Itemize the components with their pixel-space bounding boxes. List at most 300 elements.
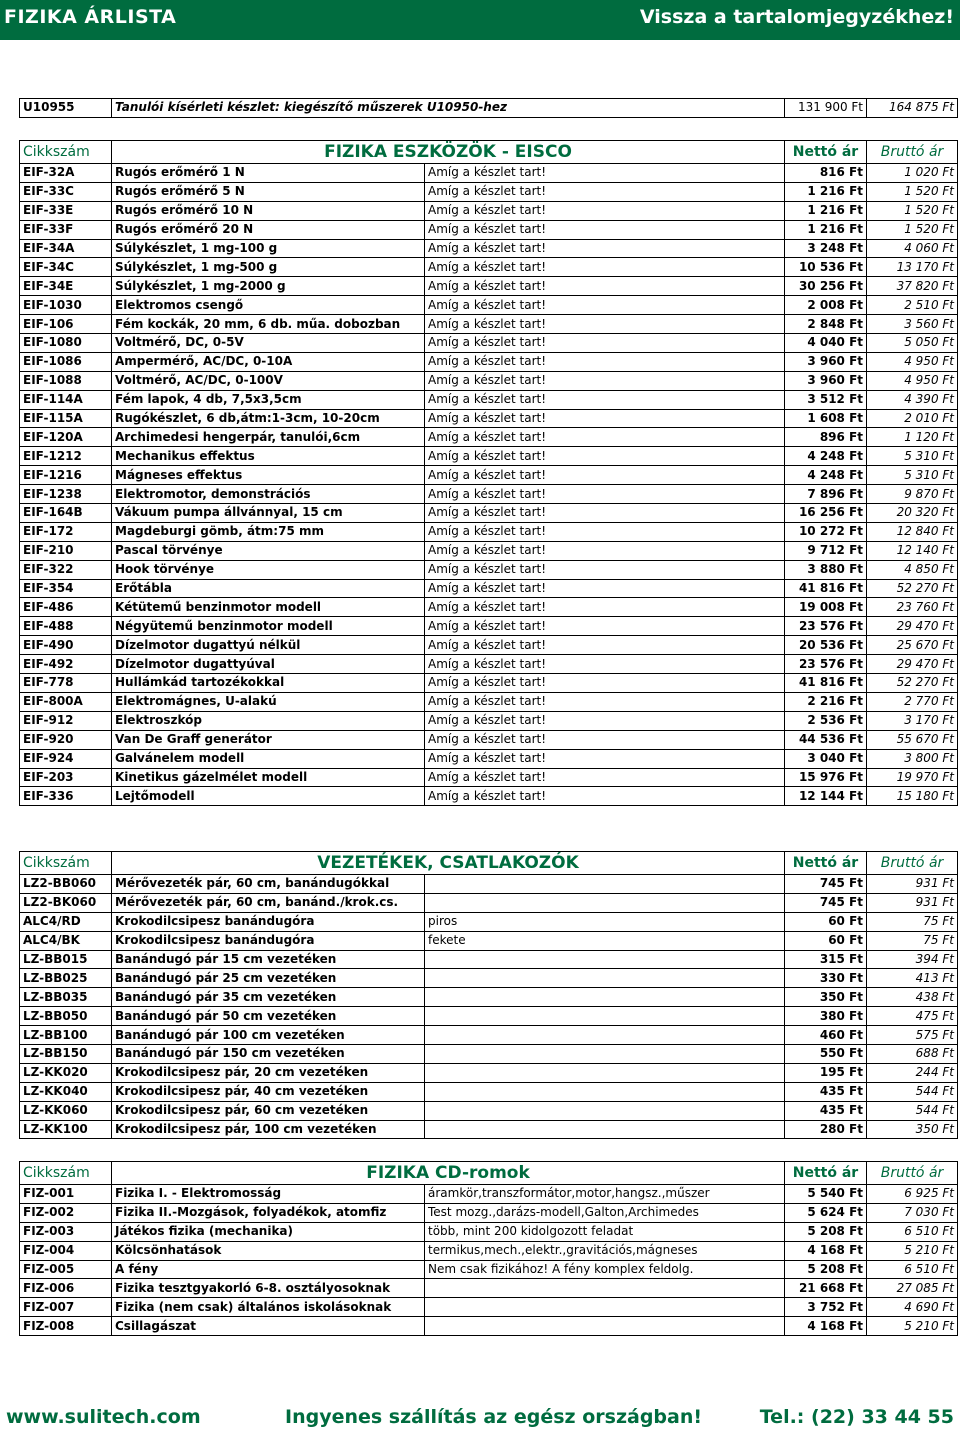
item-gross-price: 2 510 Ft xyxy=(867,296,958,315)
table-row xyxy=(20,164,958,183)
section-header-row xyxy=(20,1162,958,1185)
item-note: Amíg a készlet tart! xyxy=(425,334,785,353)
item-gross-price: 19 970 Ft xyxy=(867,768,958,787)
item-name: Elektromágnes, U-alakú xyxy=(112,692,425,711)
table-row xyxy=(20,1082,958,1101)
item-name: Kölcsönhatások xyxy=(112,1241,425,1260)
table-row xyxy=(20,1203,958,1222)
item-gross-price: 544 Ft xyxy=(867,1082,958,1101)
item-gross-price: 6 510 Ft xyxy=(867,1222,958,1241)
item-gross-price: 5 210 Ft xyxy=(867,1317,958,1336)
table-row xyxy=(20,504,958,523)
item-name: A fény xyxy=(112,1260,425,1279)
item-gross-price: 475 Ft xyxy=(867,1007,958,1026)
item-net-price: 350 Ft xyxy=(785,988,867,1007)
item-gross-price: 5 210 Ft xyxy=(867,1241,958,1260)
item-code: EIF-33F xyxy=(20,220,112,239)
item-gross-price: 4 060 Ft xyxy=(867,239,958,258)
item-gross-price: 4 850 Ft xyxy=(867,560,958,579)
column-header-net-price: Nettó ár xyxy=(785,1162,867,1185)
item-gross-price: 55 670 Ft xyxy=(867,730,958,749)
item-name: Banándugó pár 50 cm vezetéken xyxy=(112,1007,425,1026)
item-name: Magdeburgi gömb, átm:75 mm xyxy=(112,522,425,541)
item-net-price: 60 Ft xyxy=(785,931,867,950)
item-gross-price: 394 Ft xyxy=(867,950,958,969)
item-gross-price: 688 Ft xyxy=(867,1045,958,1064)
item-note: Amíg a készlet tart! xyxy=(425,164,785,183)
back-to-contents-link[interactable]: Vissza a tartalomjegyzékhez! xyxy=(639,6,954,28)
item-name: Kétütemű benzinmotor modell xyxy=(112,598,425,617)
item-code: LZ-BB025 xyxy=(20,969,112,988)
item-note: Amíg a készlet tart! xyxy=(425,390,785,409)
table-row xyxy=(20,768,958,787)
item-gross-price: 6 510 Ft xyxy=(867,1260,958,1279)
footer xyxy=(0,1402,960,1436)
item-code: EIF-488 xyxy=(20,617,112,636)
item-net-price: 20 536 Ft xyxy=(785,636,867,655)
item-name: Lejtőmodell xyxy=(112,787,425,806)
table-row xyxy=(20,315,958,334)
item-net-price: 5 208 Ft xyxy=(785,1260,867,1279)
item-note: Amíg a készlet tart! xyxy=(425,447,785,466)
item-net-price: 280 Ft xyxy=(785,1120,867,1139)
item-name: Krokodilcsipesz pár, 60 cm vezetéken xyxy=(112,1101,425,1120)
item-note: Amíg a készlet tart! xyxy=(425,598,785,617)
item-code: EIF-490 xyxy=(20,636,112,655)
item-gross-price: 37 820 Ft xyxy=(867,277,958,296)
table-row xyxy=(20,598,958,617)
item-code: LZ-BB150 xyxy=(20,1045,112,1064)
item-note: Amíg a készlet tart! xyxy=(425,466,785,485)
item-gross-price: 3 560 Ft xyxy=(867,315,958,334)
item-code: EIF-172 xyxy=(20,522,112,541)
table-row xyxy=(20,541,958,560)
item-net-price: 30 256 Ft xyxy=(785,277,867,296)
section-header-row xyxy=(20,141,958,164)
item-note: Amíg a készlet tart! xyxy=(425,749,785,768)
item-net-price: 131 900 Ft xyxy=(785,99,867,118)
item-note: Amíg a készlet tart! xyxy=(425,315,785,334)
item-net-price: 4 248 Ft xyxy=(785,466,867,485)
item-net-price: 15 976 Ft xyxy=(785,768,867,787)
item-note: Amíg a készlet tart! xyxy=(425,655,785,674)
table-row xyxy=(20,1185,958,1204)
item-name: Erőtábla xyxy=(112,579,425,598)
item-code: EIF-34C xyxy=(20,258,112,277)
item-code: EIF-164B xyxy=(20,504,112,523)
footer-website-link[interactable]: www.sulitech.com xyxy=(6,1406,201,1428)
item-code: EIF-115A xyxy=(20,409,112,428)
item-gross-price: 1 120 Ft xyxy=(867,428,958,447)
item-net-price: 10 272 Ft xyxy=(785,522,867,541)
item-note xyxy=(425,893,785,912)
item-gross-price: 1 520 Ft xyxy=(867,201,958,220)
item-net-price: 3 040 Ft xyxy=(785,749,867,768)
table-row xyxy=(20,1101,958,1120)
table-row xyxy=(20,912,958,931)
item-net-price: 435 Ft xyxy=(785,1101,867,1120)
item-note: Amíg a készlet tart! xyxy=(425,485,785,504)
item-gross-price: 4 950 Ft xyxy=(867,371,958,390)
item-gross-price: 23 760 Ft xyxy=(867,598,958,617)
item-code: LZ2-BB060 xyxy=(20,875,112,894)
item-net-price: 896 Ft xyxy=(785,428,867,447)
item-note: piros xyxy=(425,912,785,931)
item-name: Csillagászat xyxy=(112,1317,425,1336)
item-net-price: 5 624 Ft xyxy=(785,1203,867,1222)
item-code: EIF-322 xyxy=(20,560,112,579)
item-name: Krokodilcsipesz pár, 20 cm vezetéken xyxy=(112,1063,425,1082)
item-code: LZ-BB050 xyxy=(20,1007,112,1026)
item-note: Amíg a készlet tart! xyxy=(425,371,785,390)
item-net-price: 19 008 Ft xyxy=(785,598,867,617)
item-name: Banándugó pár 25 cm vezetéken xyxy=(112,969,425,988)
table-row xyxy=(20,201,958,220)
table-row xyxy=(20,1045,958,1064)
table-row xyxy=(20,1279,958,1298)
item-name: Fizika tesztgyakorló 6-8. osztályosoknak xyxy=(112,1279,425,1298)
item-gross-price: 164 875 Ft xyxy=(867,99,958,118)
item-note: Amíg a készlet tart! xyxy=(425,296,785,315)
item-code: LZ-KK040 xyxy=(20,1082,112,1101)
item-gross-price: 350 Ft xyxy=(867,1120,958,1139)
item-code: EIF-114A xyxy=(20,390,112,409)
section-table-eisco xyxy=(19,140,958,806)
item-name: Mechanikus effektus xyxy=(112,447,425,466)
item-code: EIF-203 xyxy=(20,768,112,787)
section-title: FIZIKA CD-romok xyxy=(112,1162,785,1185)
item-gross-price: 25 670 Ft xyxy=(867,636,958,655)
item-net-price: 745 Ft xyxy=(785,875,867,894)
item-name: Játékos fizika (mechanika) xyxy=(112,1222,425,1241)
page-title: FIZIKA ÁRLISTA xyxy=(4,6,177,28)
item-gross-price: 9 870 Ft xyxy=(867,485,958,504)
item-code: FIZ-004 xyxy=(20,1241,112,1260)
table-row xyxy=(20,560,958,579)
item-code: EIF-33E xyxy=(20,201,112,220)
item-name: Archimedesi hengerpár, tanulói,6cm xyxy=(112,428,425,447)
item-gross-price: 4 690 Ft xyxy=(867,1298,958,1317)
item-gross-price: 5 310 Ft xyxy=(867,466,958,485)
item-code: LZ-KK100 xyxy=(20,1120,112,1139)
item-code: EIF-106 xyxy=(20,315,112,334)
item-gross-price: 3 170 Ft xyxy=(867,711,958,730)
item-note: Amíg a készlet tart! xyxy=(425,201,785,220)
table-row xyxy=(20,674,958,693)
item-gross-price: 4 390 Ft xyxy=(867,390,958,409)
table-row xyxy=(20,730,958,749)
item-name: Súlykészlet, 1 mg-500 g xyxy=(112,258,425,277)
table-row xyxy=(20,371,958,390)
item-note: Amíg a készlet tart! xyxy=(425,409,785,428)
item-gross-price: 544 Ft xyxy=(867,1101,958,1120)
item-net-price: 195 Ft xyxy=(785,1063,867,1082)
item-gross-price: 5 310 Ft xyxy=(867,447,958,466)
item-net-price: 5 208 Ft xyxy=(785,1222,867,1241)
item-note: Amíg a készlet tart! xyxy=(425,692,785,711)
item-gross-price: 413 Ft xyxy=(867,969,958,988)
item-net-price: 10 536 Ft xyxy=(785,258,867,277)
table-row xyxy=(20,409,958,428)
item-gross-price: 13 170 Ft xyxy=(867,258,958,277)
item-gross-price: 15 180 Ft xyxy=(867,787,958,806)
item-gross-price: 244 Ft xyxy=(867,1063,958,1082)
item-code: EIF-492 xyxy=(20,655,112,674)
table-row xyxy=(20,1063,958,1082)
item-gross-price: 52 270 Ft xyxy=(867,579,958,598)
item-name: Fém lapok, 4 db, 7,5x3,5cm xyxy=(112,390,425,409)
item-code: FIZ-002 xyxy=(20,1203,112,1222)
item-code: LZ-BB100 xyxy=(20,1026,112,1045)
table-row xyxy=(20,428,958,447)
item-net-price: 23 576 Ft xyxy=(785,655,867,674)
item-name: Fizika I. - Elektromosság xyxy=(112,1185,425,1204)
item-note: Amíg a készlet tart! xyxy=(425,258,785,277)
item-net-price: 330 Ft xyxy=(785,969,867,988)
item-note xyxy=(425,1026,785,1045)
item-note xyxy=(425,1063,785,1082)
item-name: Mérővezeték pár, 60 cm, banánd./krok.cs. xyxy=(112,893,425,912)
item-net-price: 3 880 Ft xyxy=(785,560,867,579)
item-code: LZ-KK020 xyxy=(20,1063,112,1082)
item-code: FIZ-003 xyxy=(20,1222,112,1241)
item-name: Négyütemű benzinmotor modell xyxy=(112,617,425,636)
item-net-price: 3 512 Ft xyxy=(785,390,867,409)
item-code: EIF-1086 xyxy=(20,352,112,371)
item-note: Amíg a készlet tart! xyxy=(425,617,785,636)
item-gross-price: 12 140 Ft xyxy=(867,541,958,560)
item-name: Hook törvénye xyxy=(112,560,425,579)
table-row xyxy=(20,1120,958,1139)
item-gross-price: 4 950 Ft xyxy=(867,352,958,371)
item-note xyxy=(425,1082,785,1101)
item-code: EIF-924 xyxy=(20,749,112,768)
item-note: Amíg a készlet tart! xyxy=(425,541,785,560)
item-name: Krokodilcsipesz banándugóra xyxy=(112,912,425,931)
item-name: Hullámkád tartozékokkal xyxy=(112,674,425,693)
item-net-price: 2 008 Ft xyxy=(785,296,867,315)
item-note: Amíg a készlet tart! xyxy=(425,674,785,693)
item-net-price: 44 536 Ft xyxy=(785,730,867,749)
top-bar xyxy=(0,0,960,40)
item-gross-price: 5 050 Ft xyxy=(867,334,958,353)
item-name: Elektroszkóp xyxy=(112,711,425,730)
item-note xyxy=(425,969,785,988)
item-net-price: 380 Ft xyxy=(785,1007,867,1026)
item-name: Fizika II.-Mozgások, folyadékok, atomfiz xyxy=(112,1203,425,1222)
item-gross-price: 575 Ft xyxy=(867,1026,958,1045)
item-name: Kinetikus gázelmélet modell xyxy=(112,768,425,787)
table-row xyxy=(20,447,958,466)
item-net-price: 4 168 Ft xyxy=(785,1317,867,1336)
item-net-price: 3 248 Ft xyxy=(785,239,867,258)
section-table-cdrom xyxy=(19,1161,958,1336)
item-code: EIF-1080 xyxy=(20,334,112,353)
table-row xyxy=(20,1260,958,1279)
item-name: Banándugó pár 150 cm vezetéken xyxy=(112,1045,425,1064)
item-code: EIF-32A xyxy=(20,164,112,183)
item-net-price: 41 816 Ft xyxy=(785,674,867,693)
item-note: Amíg a készlet tart! xyxy=(425,522,785,541)
item-note: fekete xyxy=(425,931,785,950)
item-net-price: 7 896 Ft xyxy=(785,485,867,504)
item-note: Amíg a készlet tart! xyxy=(425,711,785,730)
item-net-price: 1 216 Ft xyxy=(785,182,867,201)
table-row xyxy=(20,277,958,296)
item-code: EIF-912 xyxy=(20,711,112,730)
item-net-price: 5 540 Ft xyxy=(785,1185,867,1204)
item-code: LZ-BB015 xyxy=(20,950,112,969)
item-code: EIF-1216 xyxy=(20,466,112,485)
item-code: EIF-210 xyxy=(20,541,112,560)
item-note: Amíg a készlet tart! xyxy=(425,504,785,523)
item-net-price: 1 216 Ft xyxy=(785,220,867,239)
item-gross-price: 2 770 Ft xyxy=(867,692,958,711)
item-note: Amíg a készlet tart! xyxy=(425,768,785,787)
table-row xyxy=(20,390,958,409)
item-net-price: 4 168 Ft xyxy=(785,1241,867,1260)
table-row xyxy=(20,1026,958,1045)
item-note xyxy=(425,875,785,894)
item-net-price: 9 712 Ft xyxy=(785,541,867,560)
item-name: Voltmérő, AC/DC, 0-100V xyxy=(112,371,425,390)
item-note xyxy=(425,1298,785,1317)
item-gross-price: 6 925 Ft xyxy=(867,1185,958,1204)
section-title: FIZIKA ESZKÖZÖK - EISCO xyxy=(112,141,785,164)
table-row xyxy=(20,1298,958,1317)
top-item-table xyxy=(19,98,958,118)
item-net-price: 2 216 Ft xyxy=(785,692,867,711)
item-name: Elektromos csengő xyxy=(112,296,425,315)
table-row xyxy=(20,617,958,636)
item-name: Dízelmotor dugattyú nélkül xyxy=(112,636,425,655)
item-note: Nem csak fizikához! A fény komplex feldolg. xyxy=(425,1260,785,1279)
item-name: Banándugó pár 15 cm vezetéken xyxy=(112,950,425,969)
item-code: EIF-1238 xyxy=(20,485,112,504)
item-gross-price: 52 270 Ft xyxy=(867,674,958,693)
item-name: Dízelmotor dugattyúval xyxy=(112,655,425,674)
item-gross-price: 75 Ft xyxy=(867,931,958,950)
item-note: áramkör,transzformátor,motor,hangsz.,műszer xyxy=(425,1185,785,1204)
item-net-price: 550 Ft xyxy=(785,1045,867,1064)
item-name: Fém kockák, 20 mm, 6 db. műa. dobozban xyxy=(112,315,425,334)
item-note: Test mozg.,darázs-modell,Galton,Archimedes xyxy=(425,1203,785,1222)
item-note: Amíg a készlet tart! xyxy=(425,787,785,806)
item-net-price: 745 Ft xyxy=(785,893,867,912)
table-row xyxy=(20,1317,958,1336)
item-code: EIF-354 xyxy=(20,579,112,598)
item-code: EIF-1212 xyxy=(20,447,112,466)
item-note: Amíg a készlet tart! xyxy=(425,730,785,749)
item-note xyxy=(425,1007,785,1026)
item-net-price: 315 Ft xyxy=(785,950,867,969)
item-gross-price: 1 520 Ft xyxy=(867,220,958,239)
item-note xyxy=(425,1317,785,1336)
item-note: Amíg a készlet tart! xyxy=(425,636,785,655)
item-name: Pascal törvénye xyxy=(112,541,425,560)
item-net-price: 435 Ft xyxy=(785,1082,867,1101)
item-note xyxy=(425,1045,785,1064)
item-code: ALC4/RD xyxy=(20,912,112,931)
item-net-price: 2 536 Ft xyxy=(785,711,867,730)
item-code: EIF-34E xyxy=(20,277,112,296)
item-code: ALC4/BK xyxy=(20,931,112,950)
item-name: Rugós erőmérő 5 N xyxy=(112,182,425,201)
section-title: VEZETÉKEK, CSATLAKOZÓK xyxy=(112,852,785,875)
table-row xyxy=(20,239,958,258)
table-row xyxy=(20,485,958,504)
item-code: FIZ-006 xyxy=(20,1279,112,1298)
item-code: EIF-33C xyxy=(20,182,112,201)
item-note: több, mint 200 kidolgozott feladat xyxy=(425,1222,785,1241)
item-code: FIZ-005 xyxy=(20,1260,112,1279)
item-net-price: 4 248 Ft xyxy=(785,447,867,466)
item-code: U10955 xyxy=(20,99,112,118)
item-gross-price: 1 020 Ft xyxy=(867,164,958,183)
table-row xyxy=(20,969,958,988)
table-row xyxy=(20,875,958,894)
table-row xyxy=(20,182,958,201)
table-row xyxy=(20,296,958,315)
item-net-price: 1 608 Ft xyxy=(785,409,867,428)
item-net-price: 3 960 Ft xyxy=(785,371,867,390)
item-name: Mágneses effektus xyxy=(112,466,425,485)
item-note: Amíg a készlet tart! xyxy=(425,352,785,371)
table-row xyxy=(20,655,958,674)
table-row xyxy=(20,1007,958,1026)
table-row xyxy=(20,711,958,730)
item-note xyxy=(425,950,785,969)
item-net-price: 12 144 Ft xyxy=(785,787,867,806)
item-gross-price: 931 Ft xyxy=(867,893,958,912)
item-note xyxy=(425,988,785,1007)
item-note: termikus,mech.,elektr.,gravitációs,mágneses xyxy=(425,1241,785,1260)
item-code: EIF-1030 xyxy=(20,296,112,315)
item-gross-price: 438 Ft xyxy=(867,988,958,1007)
item-code: LZ2-BK060 xyxy=(20,893,112,912)
column-header-gross-price: Bruttó ár xyxy=(867,1162,958,1185)
table-row xyxy=(20,99,958,118)
item-code: EIF-800A xyxy=(20,692,112,711)
item-name: Rugós erőmérő 10 N xyxy=(112,201,425,220)
footer-shipping-note: Ingyenes szállítás az egész országban! xyxy=(285,1406,703,1428)
item-gross-price: 29 470 Ft xyxy=(867,655,958,674)
item-note: Amíg a készlet tart! xyxy=(425,220,785,239)
table-row xyxy=(20,950,958,969)
item-name: Ampermérő, AC/DC, 0-10A xyxy=(112,352,425,371)
item-name: Krokodilcsipesz pár, 100 cm vezetéken xyxy=(112,1120,425,1139)
item-code: LZ-BB035 xyxy=(20,988,112,1007)
item-gross-price: 931 Ft xyxy=(867,875,958,894)
item-name: Banándugó pár 100 cm vezetéken xyxy=(112,1026,425,1045)
item-name: Galvánelem modell xyxy=(112,749,425,768)
table-row xyxy=(20,636,958,655)
item-gross-price: 7 030 Ft xyxy=(867,1203,958,1222)
item-gross-price: 27 085 Ft xyxy=(867,1279,958,1298)
item-name: Krokodilcsipesz banándugóra xyxy=(112,931,425,950)
item-name: Rugós erőmérő 20 N xyxy=(112,220,425,239)
item-net-price: 23 576 Ft xyxy=(785,617,867,636)
item-net-price: 816 Ft xyxy=(785,164,867,183)
table-row xyxy=(20,1241,958,1260)
column-header-code: Cikkszám xyxy=(20,852,112,875)
item-name: Elektromotor, demonstrációs xyxy=(112,485,425,504)
item-name: Voltmérő, DC, 0-5V xyxy=(112,334,425,353)
item-net-price: 460 Ft xyxy=(785,1026,867,1045)
table-row xyxy=(20,749,958,768)
item-gross-price: 1 520 Ft xyxy=(867,182,958,201)
item-note: Amíg a készlet tart! xyxy=(425,560,785,579)
